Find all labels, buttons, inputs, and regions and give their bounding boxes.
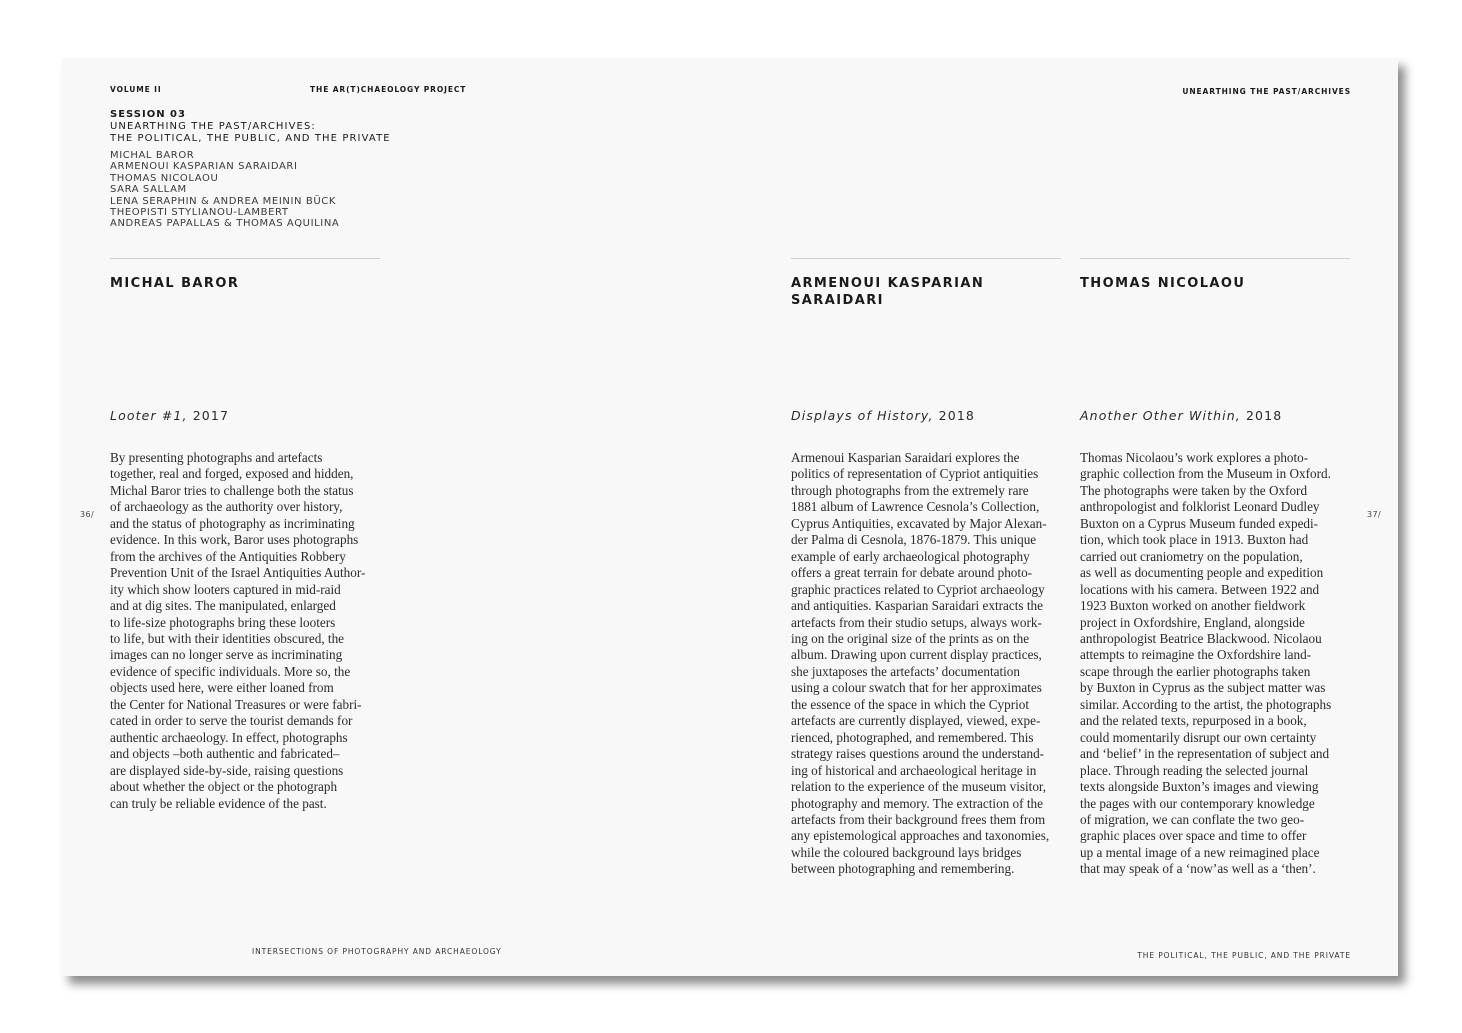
body-line: carried out craniometry on the population, (1080, 548, 1303, 564)
participant: THOMAS NICOLAOU (110, 172, 219, 184)
body-line: Thomas Nicolaou’s work explores a photo- (1080, 450, 1309, 465)
body-line: Buxton on a Cyprus Museum funded expedi- (1080, 515, 1319, 531)
body-line: Armenoui Kasparian Saraidari explores the (791, 450, 1020, 465)
body-line: 1923 Buxton worked on another fieldwork (1080, 598, 1306, 614)
body-line: ing on the original size of the prints as on the (791, 630, 1030, 646)
column-divider (791, 258, 1061, 259)
body-line: by Buxton in Cyprus as the subject matter was (1080, 680, 1326, 696)
body-line: The photographs were taken by the Oxford (1080, 482, 1308, 498)
participant: THEOPISTI STYLIANOU-LAMBERT (110, 207, 289, 219)
participant-list (110, 150, 339, 230)
work-year: 2018 (1245, 408, 1283, 423)
body-line: artefacts are currently displayed, viewed, expe- (791, 713, 1041, 729)
body-line: are displayed side-by-side, raising questions (110, 762, 344, 778)
work-year: 2017 (192, 408, 230, 423)
body-line: that may speak of a ‘now’as well as a ‘then’. (1080, 861, 1316, 877)
body-line: anthropologist and folklorist Leonard Dudley (1080, 499, 1320, 515)
session-subtitle-line2: THE POLITICAL, THE PUBLIC, AND THE PRIVATE (110, 132, 391, 144)
body-line: album. Drawing upon current display practices, (791, 647, 1042, 663)
body-line: project in Oxfordshire, England, alongside (1080, 614, 1305, 630)
body-line: rienced, photographed, and remembered. This (791, 729, 1034, 745)
body-line: graphic practices related to Cypriot archaeology (791, 581, 1045, 597)
work-title-text: Displays of History, (791, 408, 934, 423)
artist-name: MICHAL BAROR (110, 276, 240, 291)
session-number: SESSION 03 (110, 109, 186, 120)
column-divider (1080, 258, 1350, 259)
body-line: from the archives of the Antiquities Robbery (110, 548, 346, 564)
body-text (1080, 450, 1355, 878)
artist-name: THOMAS NICOLAOU (1080, 276, 1246, 291)
body-line: using a colour swatch that for her approximates (791, 680, 1042, 696)
body-line: evidence. In this work, Baror uses photographs (110, 532, 359, 548)
body-line: place. Through reading the selected journal (1080, 762, 1309, 778)
footer-right: THE POLITICAL, THE PUBLIC, AND THE PRIVATE (1137, 951, 1351, 960)
body-line: Cyprus Antiquities, excavated by Major Alexan- (791, 515, 1047, 531)
body-line: locations with his camera. Between 1922 and (1080, 581, 1320, 597)
body-line: and objects –both authentic and fabricated– (110, 746, 340, 762)
work-title-text: Looter #1, (110, 408, 188, 423)
volume-label: VOLUME II (110, 85, 162, 94)
body-line: anthropologist Beatrice Blackwood. Nicolaou (1080, 630, 1322, 646)
session-subtitle-line1: UNEARTHING THE PAST/ARCHIVES: (110, 121, 316, 132)
body-line: up a mental image of a new reimagined place (1080, 844, 1320, 860)
body-line: of archaeology as the authority over history, (110, 499, 343, 515)
body-line: between photographing and remembering. (791, 861, 1015, 877)
work-year: 2018 (938, 408, 975, 423)
body-line: ity which show looters captured in mid-raid (110, 581, 341, 597)
body-line: as well as documenting people and expedition (1080, 565, 1324, 581)
body-line: the Center for National Treasures or were fabri- (110, 696, 362, 712)
body-line: strategy raises questions around the understand- (791, 746, 1045, 762)
body-line: could momentarily disrupt our own certainty (1080, 729, 1317, 745)
body-line: Michal Baror tries to challenge both the status (110, 482, 354, 498)
body-line: evidence of specific individuals. More so, the (110, 663, 351, 679)
body-line: attempts to reimagine the Oxfordshire land- (1080, 647, 1312, 663)
body-line: objects used here, were either loaned from (110, 680, 334, 696)
body-line: the pages with our contemporary knowledge (1080, 795, 1315, 811)
body-line: 1881 album of Lawrence Cesnola’s Collection, (791, 499, 1040, 515)
body-line: tion, which took place in 1913. Buxton had (1080, 532, 1309, 548)
body-line: cated in order to serve the tourist demands for (110, 713, 353, 729)
work-title-text: Another Other Within, (1080, 408, 1241, 423)
participant: SARA SALLAM (110, 184, 187, 196)
body-line: can truly be reliable evidence of the past. (110, 795, 327, 811)
participant: LENA SERAPHIN & ANDREA MEININ BÜCK (110, 195, 336, 207)
body-line: graphic places over space and time to offer (1080, 828, 1307, 844)
body-line: any epistemological approaches and taxonomies, (791, 828, 1050, 844)
body-line: to life-size photographs bring these looters (110, 614, 336, 630)
body-line: and antiquities. Kasparian Saraidari extracts the (791, 598, 1043, 614)
body-line: the essence of the space in which the Cypriot (791, 696, 1030, 712)
body-line: der Palma di Cesnola, 1876-1879. This unique (791, 532, 1037, 548)
participant: ARMENOUI KASPARIAN SARAIDARI (110, 161, 298, 173)
right-running-head: UNEARTHING THE PAST/ARCHIVES (1182, 87, 1351, 96)
body-line: and ‘belief’ in the representation of subject and (1080, 746, 1330, 762)
footer-left: INTERSECTIONS OF PHOTOGRAPHY AND ARCHAEOLOGY (252, 947, 502, 956)
body-line: Prevention Unit of the Israel Antiquities Author- (110, 565, 366, 581)
book-spread (62, 58, 1398, 976)
body-line: authentic archaeology. In effect, photographs (110, 729, 348, 745)
body-line: politics of representation of Cypriot antiquities (791, 466, 1039, 482)
column-divider (110, 258, 380, 259)
body-line: about whether the object or the photograph (110, 779, 338, 795)
body-line: ing of historical and archaeological heritage in (791, 762, 1037, 778)
body-line: and the status of photography as incriminating (110, 515, 355, 531)
body-line: scape through the earlier photographs taken (1080, 663, 1311, 679)
body-line: similar. According to the artist, the photographs (1080, 696, 1332, 712)
body-line: example of early archaeological photography (791, 548, 1030, 564)
artist-name (791, 275, 984, 309)
body-line: relation to the experience of the museum visitor, (791, 779, 1047, 795)
body-line: images can no longer serve as incriminating (110, 647, 343, 663)
work-title (1080, 408, 1282, 423)
body-line: and the related texts, repurposed in a book, (1080, 713, 1307, 729)
body-line: photography and memory. The extraction of the (791, 795, 1043, 811)
project-title: THE AR(T)CHAEOLOGY PROJECT (310, 85, 467, 94)
work-title (110, 408, 229, 423)
body-line: By presenting photographs and artefacts (110, 450, 323, 465)
body-text (110, 450, 385, 812)
body-line: offers a great terrain for debate around photo- (791, 565, 1033, 581)
page-number-right: 37/ (1367, 510, 1382, 519)
body-line: texts alongside Buxton’s images and viewing (1080, 779, 1319, 795)
body-line: graphic collection from the Museum in Oxford. (1080, 466, 1331, 482)
artist-name-line: SARAIDARI (791, 293, 884, 308)
participant: MICHAL BAROR (110, 150, 195, 161)
body-line: together, real and forged, exposed and hidden, (110, 466, 354, 482)
body-line: she juxtaposes the artefacts’ documentation (791, 663, 1020, 679)
body-line: through photographs from the extremely rare (791, 482, 1029, 498)
participant: ANDREAS PAPALLAS & THOMAS AQUILINA (110, 218, 340, 230)
body-text (791, 450, 1066, 878)
body-line: and at dig sites. The manipulated, enlarged (110, 598, 336, 614)
work-title (791, 408, 975, 423)
body-line: to life, but with their identities obscured, the (110, 630, 345, 646)
body-line: artefacts from their studio setups, always work- (791, 614, 1042, 630)
body-line: of migration, we can conflate the two geo- (1080, 811, 1305, 827)
body-line: while the coloured background lays bridges (791, 844, 1022, 860)
artist-name-line: ARMENOUI KASPARIAN (791, 276, 985, 291)
body-line: artefacts from their background frees them from (791, 811, 1046, 827)
page-number-left: 36/ (80, 510, 95, 519)
